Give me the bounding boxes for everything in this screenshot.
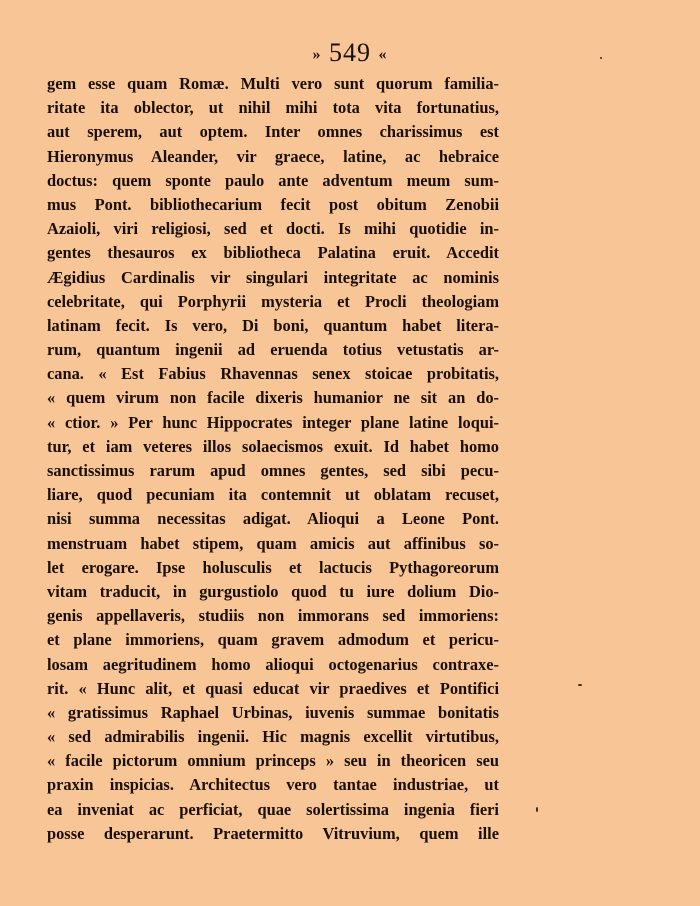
page-header: [0, 38, 700, 68]
text-line: rit. « Hunc alit, et quasi educat vir praedives et Pontifici: [47, 678, 499, 698]
text-line: tur, et iam veteres illos solaecismos exuit. Id habet homo: [47, 436, 499, 456]
text-line: Hieronymus Aleander, vir graece, latine, ac hebraice: [47, 146, 499, 166]
text-line: losam aegritudinem homo alioqui octogenarius contraxe-: [47, 654, 499, 674]
text-line: gentes thesauros ex bibliotheca Palatina eruit. Accedit: [47, 243, 499, 263]
text-line: vitam traducit, in gurgustiolo quod tu iure dolium Dio-: [47, 581, 499, 601]
text-line: menstruam habet stipem, quam amicis aut affinibus so-: [47, 533, 499, 553]
text-line: ea inveniat ac perficiat, quae solertissima ingenia fieri: [47, 799, 499, 819]
text-line: rum, quantum ingenii ad eruenda totius vetustatis ar-: [47, 340, 499, 360]
text-line: cana. « Est Fabius Rhavennas senex stoicae probitatis,: [47, 364, 499, 384]
ink-speck: [578, 684, 582, 686]
text-line: « sed admirabilis ingenii. Hic magnis excellit virtutibus,: [47, 727, 499, 747]
text-line: ritate ita oblector, ut nihil mihi tota vita fortunatius,: [47, 98, 499, 118]
text-line: gem esse quam Romæ. Multi vero sunt quorum familia-: [47, 74, 499, 93]
page-number: 549: [329, 38, 371, 67]
text-line: genis appellaveris, studiis non immorans sed immoriens:: [47, 606, 499, 626]
text-line: « quem virum non facile dixeris humanior ne sit an do-: [47, 388, 499, 408]
body-text: [47, 72, 499, 846]
text-line: sanctissimus rarum apud omnes gentes, sed sibi pecu-: [47, 461, 499, 480]
ink-speck: [536, 807, 538, 812]
text-line: praxin inspicias. Architectus vero tantae industriae, ut: [47, 775, 499, 795]
text-line: mus Pont. bibliothecarium fecit post obitum Zenobii: [47, 194, 499, 214]
text-line: « gratissimus Raphael Urbinas, iuvenis summae bonitatis: [47, 702, 499, 722]
text-line: « facile pictorum omnium princeps » seu in theoricen seu: [47, 751, 499, 771]
left-ornament: »: [312, 46, 322, 64]
text-line: latinam fecit. Is vero, Di boni, quantum habet litera-: [47, 315, 499, 335]
text-line: aut sperem, aut optem. Inter omnes charissimus est: [47, 122, 499, 142]
text-line: Azaioli, viri religiosi, sed et docti. Is mihi quotidie in-: [47, 219, 499, 239]
ink-speck: [600, 57, 602, 59]
text-line: doctus: quem sponte paulo ante adventum meum sum-: [47, 170, 499, 190]
text-line: celebritate, qui Porphyrii mysteria et Procli theologiam: [47, 291, 499, 311]
text-line: Ægidius Cardinalis vir singulari integritate ac nominis: [47, 267, 499, 287]
text-line: let erogare. Ipse holusculis et lactucis Pythagoreorum: [47, 557, 499, 577]
text-line: posse desperarunt. Praetermitto Vitruvium, quem ille: [47, 823, 499, 843]
text-line: nisi summa necessitas adigat. Alioqui a Leone Pont.: [47, 509, 499, 529]
text-line: « ctior. » Per hunc Hippocrates integer plane latine loqui-: [47, 412, 499, 432]
right-ornament: «: [378, 46, 388, 64]
text-line: et plane immoriens, quam gravem admodum et pericu-: [47, 630, 499, 650]
text-line: liare, quod pecuniam ita contemnit ut oblatam recuset,: [47, 485, 499, 505]
